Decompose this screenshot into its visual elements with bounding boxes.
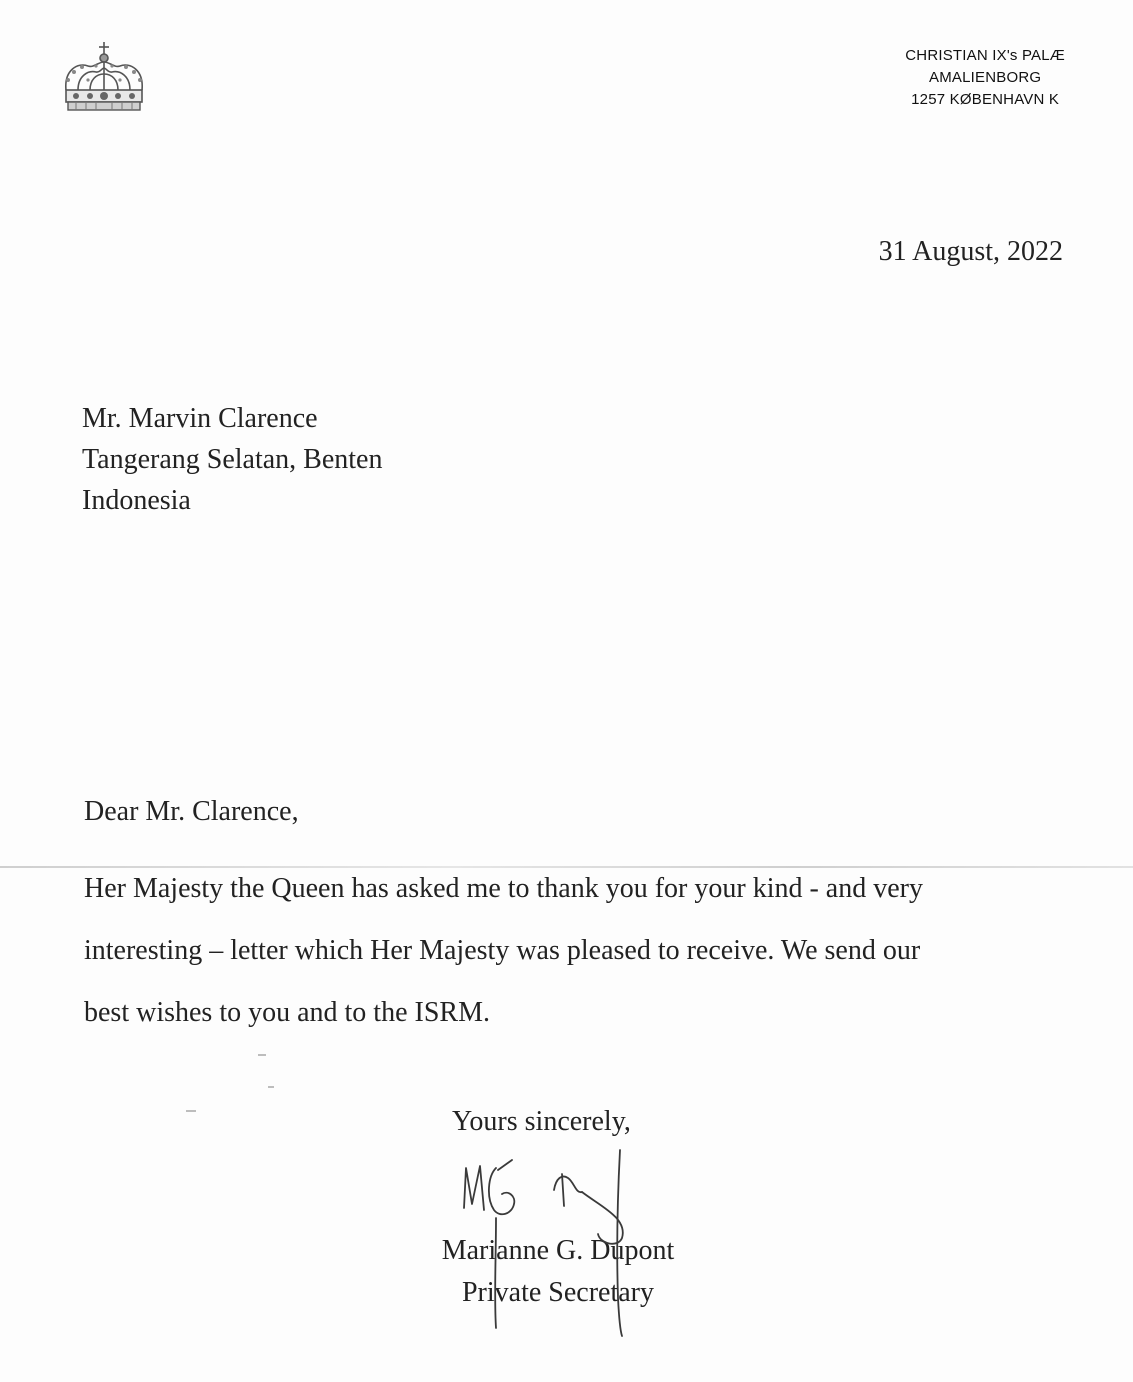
crown-icon [58, 40, 150, 116]
letter-body [84, 858, 1074, 1044]
closing: Yours sincerely, [452, 1106, 631, 1137]
recipient-name: Mr. Marvin Clarence [82, 403, 318, 434]
letterhead-address [905, 45, 1065, 111]
body-line: interesting – letter which Her Majesty was pleased to receive. We send our [84, 935, 921, 966]
recipient-block [82, 398, 382, 521]
scan-speck [186, 1110, 196, 1112]
signer-name: Marianne G. Dupont [441, 1235, 675, 1266]
recipient-city: Tangerang Selatan, Benten [82, 444, 383, 475]
handwritten-signature [450, 1148, 650, 1340]
scan-speck [268, 1086, 274, 1088]
address-line-palace: CHRISTIAN IX's PALÆ [905, 47, 1065, 64]
body-line: Her Majesty the Queen has asked me to thank you for your kind - and very [84, 873, 923, 904]
signer-title: Private Secretary [461, 1277, 655, 1308]
letter-date: 31 August, 2022 [878, 236, 1063, 267]
address-line-postcode: 1257 KØBENHAVN K [911, 91, 1060, 108]
recipient-country: Indonesia [82, 485, 191, 516]
salutation: Dear Mr. Clarence, [84, 796, 299, 827]
scan-speck [258, 1054, 266, 1056]
body-line: best wishes to you and to the ISRM. [84, 997, 490, 1028]
address-line-amalienborg: AMALIENBORG [929, 69, 1042, 86]
